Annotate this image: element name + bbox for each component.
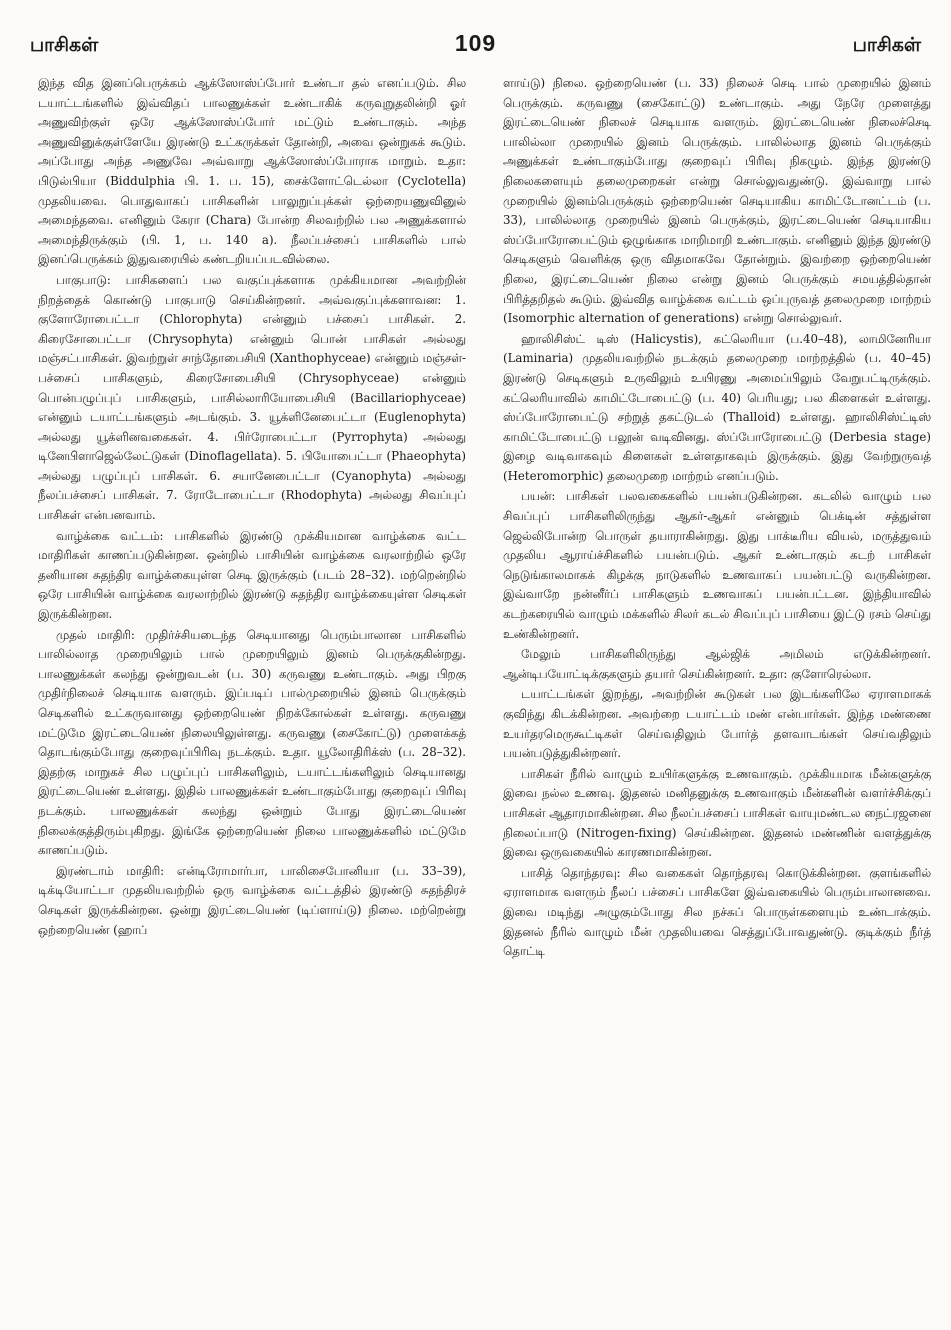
paragraph: பயன்: பாசிகள் பலவகைகளில் பயன்படுகின்றன. கடலில் வாழும் பல சிவப்புப் பாசிகளிலிருந்து ஆகர்-ஆகர் என்னும் பெக்டின் சத்துள்ள ஜெல்லிபோன்ற பொருள் தயாராகின்றது. இது பாக்டீரிய வியல், மருத்துவம் முதலிய ஆராய்ச்சிகளில் பயன்படும். ஆகர் உண்டாகும் கடற் பாசிகள் நெடுங்காலமாகக் கிழக்கு நாடுகளில் உணவாகப் பயன்பட்டு வருகின்றன. இவ்வாறே நன்னீர்ப் பாசிகளும் உணவாகப் பயன்பட்டன. இந்தியாவில் கடற்கரையில் வாழும் மக்களில் சிலர் கடல் சிவப்புப் பாசியை இட்டு ரசம் செய்து உண்கின்றனர்.	[503, 489, 931, 641]
paragraph: பாகுபாடு: பாசிகளைப் பல வகுப்புக்களாக முக்கியமான அவற்றின் நிறத்தைக் கொண்டு பாகுபாடு செய்கின்றனர். அவ்வகுப்புக்களாவன: 1. குளோரோபைட்டா (Chlorophyta) என்னும் பச்சைப் பாசிகள். 2. கிரைசோபைட்டா (Chrysophyta) என்னும் பொன் பாசிகள் அல்லது மஞ்சட்பாசிகள். இவற்றுள் சாந்தோபைசியி (Xanthophyceae) என்னும் மஞ்சள்-பச்சைப் பாசிகளும், கிரைசோபைசியி (Chrysophyceae) என்னும் பொன்பழுப்புப் பாசிகளும், பாசில்லாரியோபைசியி (Bacillariophyceae) என்னும் டயாட்டங்களும் அடங்கும். 3. யூக்ளினேபைட்டா (Euglenophyta) அல்லது யூக்ளினவகைகள். 4. பிர்ரோபைட்டா (Pyrrophyta) அல்லது டினேபிளாஜெல்லேட்டுகள் (Dinoflagellata). 5. பியோபைட்டா (Phaeophyta) அல்லது பழுப்புப் பாசிகள். 6. சயானேபைட்டா (Cyanophyta) அல்லது நீலப்பச்சைப் பாசிகள். 7. ரோடோபைட்டா (Rhodophyta) அல்லது சிவப்புப் பாசிகள் என்பனவாம்.	[38, 272, 466, 523]
text-columns	[20, 74, 931, 963]
running-title-right: பாசிகள்	[852, 34, 921, 56]
paragraph: வாழ்க்கை வட்டம்: பாசிகளில் இரண்டு முக்கியமான வாழ்க்கை வட்ட மாதிரிகள் காணப்படுகின்றன. ஒன்றில் பாசியின் வாழ்க்கை வரலாற்றில் ஒரே தனியான சுதந்திர வாழ்க்கையுள்ள செடி இருக்கும் (படம் 28–32). மற்றென்றில் ஒரே பாசியின் வாழ்க்கை வரலாற்றில் இரண்டு சுதந்திர வாழ்க்கையுள்ள செடிகள் இருக்கின்றன.	[38, 528, 466, 622]
paragraph: ளாய்டு) நிலை. ஒற்றையெண் (ப. 33) நிலைச் செடி பால் முறையில் இனம் பெருக்கும். கருவணு (சைகோட்டு) உண்டாகும். அது நேரே முளைத்து இரட்டையெண் நிலைச் செடியாக வளரும். இரட்டையெண் நிலைச்செடி பாலில்லா முறையில் இனம் பெருக்கும். பாலில்லாத இனம் பெருக்கும் அணுக்கள் உண்டாகும்போது குறைவுப் பிரிவு நிகழும். இந்த இரண்டு நிலைகளையும் தலைமுறைகள் என்று சொல்லுவதுண்டு. இவ்வாறு பால் முறையில் இனம்பெருக்கும் ஒற்றையெண் செடியாகிய காமிட்டோனட்டம் (ப. 33), பாலில்லாத முறையில் இனம் பெருக்கும், இரட்டையெண் செடியாகிய ஸ்ப்போரோபைட்டும் ஒழுங்காக மாறிமாறி உண்டாகும். எனினும் இந்த இரண்டு செடிகளும் வெளிக்கு ஒரு விதமாகவே தோன்றும். இவற்றை ஒற்றையெண் நிலை, இரட்டையெண் நிலை என்று இனம் பெருக்கும் சமயத்தில்தான் பிரித்தறிதல் கூடும். இவ்வித வாழ்க்கை வட்டம் ஒப்புருவத் தலைமுறை மாற்றம் (Isomorphic alternation of generations) என்று சொல்லுவர்.	[503, 76, 931, 326]
paragraph: இரண்டாம் மாதிரி: என்டிரோமார்பா, பாலிசைபோனியா (ப. 33–39), டிக்டியோட்டா முதலியவற்றில் ஒரு வாழ்க்கை வட்டத்தில் இரண்டு சுதந்திரச் செடிகள் இருக்கின்றன. ஒன்று இரட்டையெண் (டிப்ளாய்டு) நிலை. மற்றென்று ஒற்றையெண் (ஹாப்	[38, 863, 466, 937]
paragraph: இந்த வித இனப்பெருக்கம் ஆக்ஸோஸ்ப்போர் உண்டா தல் எனப்படும். சில டயாட்டங்களில் இவ்விதப் பாலணுக்கள் உண்டாகிக் கருவுறுதலின்றி ஓர் அணுவிற்குள் ஒரே ஆக்ஸோஸ்ப்போர் மட்டும் உண்டாகும். அந்த அணுவினுக்குள்ளேயே இரண்டு உட்கருக்கள் தோன்றி, அவை ஒன்றுகக் கூடும். அப்போது அந்த அணுவே அவ்வாறு ஆக்ஸோஸ்ப்போராக மாறும். உதா: பிடுல்பியா (Biddulphia பி. 1. ப. 15), சைக்ளோட்டெல்லா (Cyclotella) முதலியவை. பொதுவாகப் பாசிகளின் பாலுறுப்புக்கள் ஒற்றையணுவினுல் அமைந்தவை. எனினும் கேரா (Chara) போன்ற சிலவற்றில் பல அணுக்களால் அமைந்திருக்கும் (பி. 1, ப. 140 a). நீலப்பச்சைப் பாசிகளில் பால் இனப்பெருக்கம் இதுவரையில் கண்டறியப்படவில்லை.	[38, 76, 466, 267]
left-column	[38, 74, 466, 963]
paragraph: பாசித் தொந்தரவு: சில வகைகள் தொந்தரவு கொடுக்கின்றன. குளங்களில் ஏராளமாக வளரும் நீலப் பச்சைப் பாசிகளே இவ்வகையில் பெரும்பாலானவை. இவை மடிந்து அழுகும்போது சில நச்சுப் பொருள்களையும் உண்டாக்கும். இதனல் நீரில் வாழும் மீன் முதலியவை செத்துப்போவதுண்டு. குடிக்கும் நீர்த் தொட்டி	[503, 865, 931, 959]
paragraph: பாசிகள் நீரில் வாழும் உயிர்களுக்கு உணவாகும். முக்கியமாக மீன்களுக்கு இவை நல்ல உணவு. இதனல் மனிதனுக்கு உணவாகும் மீன்களின் வளர்ச்சிக்குப் பாசிகள் ஆதாரமாகின்றன. சில நீலப்பச்சைப் பாசிகள் வாயுமண்டல நைட்ரஜனை நிலைப்பாடு (Nitrogen-fixing) செய்கின்றன. இதனல் மண்ணின் வளத்துக்கு இவை ஒருவகையில் காரணமாகின்றன.	[503, 766, 931, 860]
page-header	[20, 30, 931, 74]
paragraph: டயாட்டங்கள் இறந்து, அவற்றின் கூடுகள் பல இடங்களிலே ஏராளமாகக் குவிந்து கிடக்கின்றன. அவற்றை டயாட்டம் மண் என்பார்கள். இந்த மண்ணை உயர்தரமெருகூட்டிகள் செய்வதிலும் போர்த் தளவாடங்கள் செய்வதிலும் பயன்படுத்துகின்றனர்.	[503, 687, 931, 761]
right-column	[503, 74, 931, 963]
paragraph: முதல் மாதிரி: முதிர்ச்சியடைந்த செடியானது பெரும்பாலான பாசிகளில் பாலில்லாத முறையிலும் பால் முறையிலும் இனம் பெருக்குகின்றது. பாலணுக்கள் கலந்து ஒன்றுவடன் (ப. 30) கருவணு உண்டாகும். அது பிறகு முதிர்நிலைச் செடியாக வளரும். இப்படிப் பால்முறையில் இனம் பெருக்கும் செடிகளில் உட்கருவானது ஒற்றையெண் நிறக்கோல்கள் உள்ளது. கருவணு மட்டுமே இரட்டையெண் நிலையிலுள்ளது. கருவணு (சைகோட்டு) முளைக்கத் தொடங்கும்போது குறைவுப்பிரிவு நடக்கும். உதா. யூலோதிரிக்ஸ் (ப. 28–32). இதற்கு மாறுகச் சில பழுப்புப் பாசிகளிலும், டயாட்டங்களிலும் செடியானது இரட்டையெண் உள்ளது. இதில் பாலணுக்கள் உண்டாகும்போது குறைவுப் பிரிவு நடக்கும். பாலணுக்கள் கலந்து ஒன்றும் போது இரட்டையெண் நிலைக்குத்திரும்புகிறது. இங்கே ஒற்றையெண் நிலை பாலணுக்களில் மட்டுமே காணப்படும்.	[38, 627, 466, 858]
page-number: 109	[454, 30, 497, 56]
paragraph: ஹாலிசிஸ்ட் டிஸ் (Halicystis), கட்லெரியா (ப.40–48), லாமினேரியா (Laminaria) முதலியவற்றில் நடக்கும் தலைமுறை மாற்றத்தில் (ப. 40–45) இரண்டு செடிகளும் உருவிலும் உயிரணு அமைப்பிலும் வேறுபட்டிருக்கும். கட்லெரியாவில் காமிட்டோபைட்டு (ப. 40) பெரியது; பல கிளைகள் உள்ளது. ஸ்ப்போரோபைட்டு சற்றுத் தகட்டுடல் (Thalloid) உள்ளது. ஹாலிசிஸ்ட்டிஸ் காமிட்டோபைட்டு பலூன் வடிவினது. ஸ்ப்போரோபைட்டு (Derbesia stage) இழை வடிவாகவும் கிளைகள் உள்ளதாகவும் இருக்கும். இது வேற்றுருவத் (Heteromorphic) தலைமுறை மாற்றம் எனப்படும்.	[503, 331, 931, 483]
running-title-left: பாசிகள்	[30, 34, 99, 56]
paragraph: மேலும் பாசிகளிலிருந்து ஆல்ஜிக் அமிலம் எடுக்கின்றனர். ஆன்டிபயோட்டிக்குகளும் தயார் செய்கின்றனர். உதா: குளோரெல்லா.	[503, 647, 931, 681]
